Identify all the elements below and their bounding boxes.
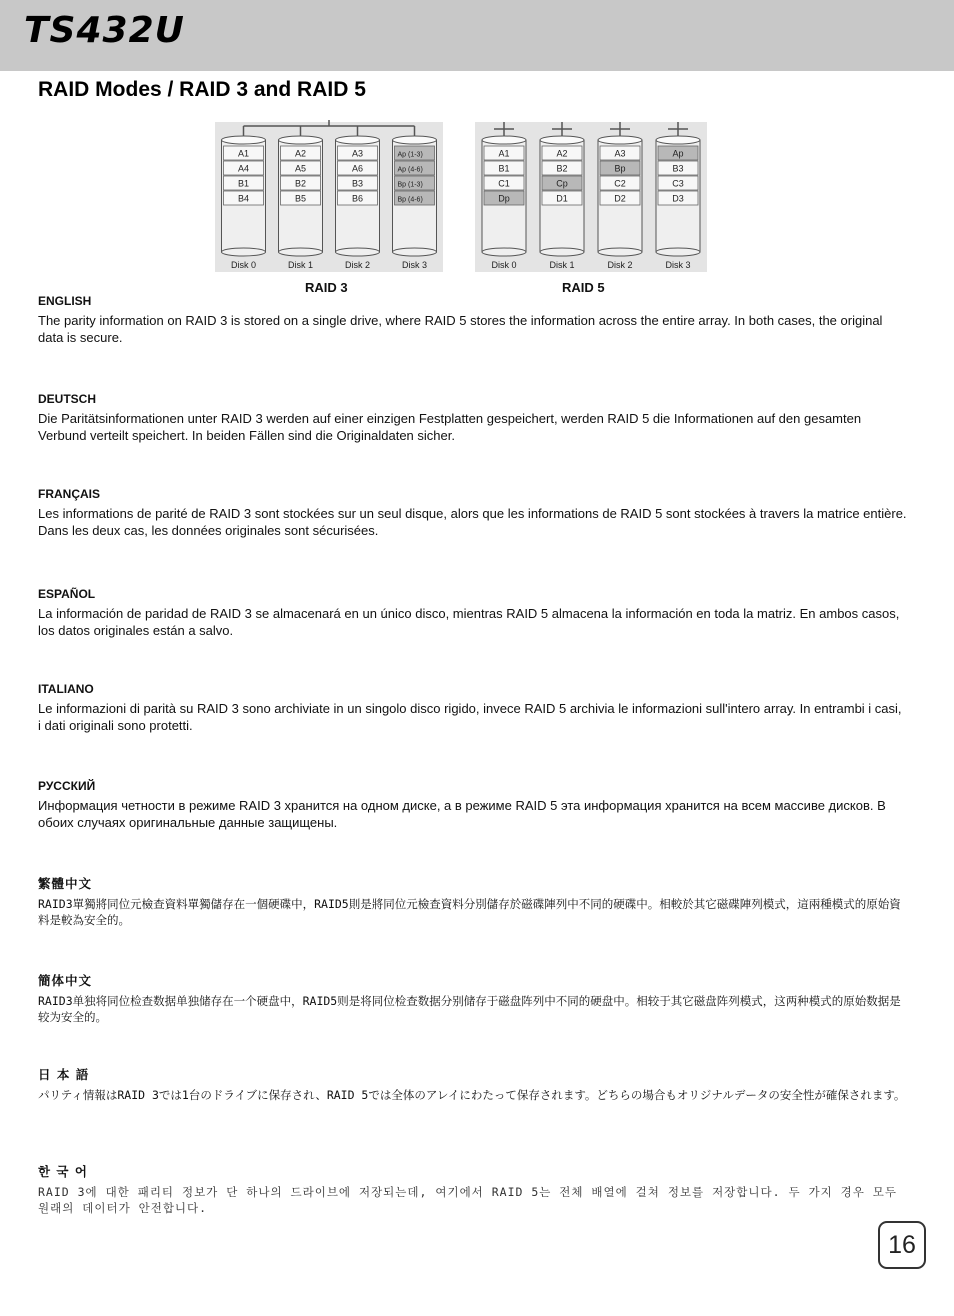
disk-label: Disk 0 — [491, 260, 517, 270]
block-label: B6 — [351, 193, 364, 204]
block-label: Ap (4-6) — [397, 166, 423, 174]
block-label: B1 — [498, 163, 510, 174]
disk-label: Disk 3 — [401, 260, 428, 270]
disk-label: Disk 0 — [230, 260, 257, 270]
section-korean — [38, 1162, 908, 1216]
section-heading: 繁體中文 — [38, 876, 93, 891]
section-traditional-chinese — [38, 874, 908, 928]
block-label: A3 — [614, 148, 626, 159]
block-label: A6 — [351, 163, 364, 174]
section-heading: ENGLISH — [38, 294, 92, 308]
block-label: D2 — [614, 193, 626, 204]
block-label: A5 — [294, 163, 307, 174]
disk-cylinder — [279, 136, 323, 270]
raid3-caption: RAID 3 — [305, 280, 348, 295]
disk-cylinder — [336, 136, 380, 270]
section-text: The parity information on RAID 3 is stored on a single drive, where RAID 5 stores the information across the entire array. In both cases, the original data is secure. — [38, 313, 883, 345]
section-francais — [38, 487, 908, 539]
section-japanese — [38, 1065, 908, 1103]
section-heading: 簡体中文 — [38, 973, 93, 988]
section-italiano — [38, 682, 908, 734]
section-heading: 한 국 어 — [38, 1164, 88, 1179]
section-text: Информация четности в режиме RAID 3 хранится на одном диске, а в режиме RAID 5 эта информация хранится на всем массиве дисков. В обоих случаях оригинальные данные защищены. — [38, 798, 886, 830]
disk-cylinder — [598, 136, 642, 270]
disk-cylinder — [540, 136, 584, 270]
block-label: A2 — [294, 148, 307, 159]
section-heading: 日 本 語 — [38, 1067, 90, 1082]
section-text: RAID3單獨將同位元檢查資料單獨儲存在一個硬碟中，RAID5則是將同位元檢查資料分別儲存於磁碟陣列中不同的硬碟中。相較於其它磁碟陣列模式，這兩種模式的原始資料是較為安全的。 — [38, 897, 901, 927]
block-label: A3 — [351, 148, 364, 159]
raid5-caption: RAID 5 — [562, 280, 605, 295]
disk-label: Disk 2 — [344, 260, 371, 270]
block-label: C1 — [498, 178, 510, 189]
raid5-diagram — [475, 118, 707, 276]
block-label: Bp — [614, 163, 626, 174]
disk-label: Disk 3 — [665, 260, 691, 270]
section-russian — [38, 779, 908, 831]
block-label: C3 — [672, 178, 684, 189]
block-label: B3 — [351, 178, 364, 189]
product-logo: TS432U — [24, 10, 185, 51]
disk-cylinder — [656, 136, 700, 270]
block-label: Bp (4-6) — [397, 196, 423, 204]
block-label: B5 — [294, 193, 307, 204]
block-label: Bp (1-3) — [397, 181, 423, 189]
section-heading: ITALIANO — [38, 682, 94, 696]
block-label: A4 — [237, 163, 250, 174]
section-text: La información de paridad de RAID 3 se almacenará en un único disco, mientras RAID 5 almacena la información en toda la matriz. En ambos casos, los datos originales están a salvo. — [38, 606, 900, 638]
section-simplified-chinese — [38, 971, 908, 1025]
block-label: Cp — [556, 178, 568, 189]
block-label: B3 — [672, 163, 684, 174]
block-label: A1 — [498, 148, 510, 159]
block-label: Ap (1-3) — [397, 151, 423, 159]
disk-cylinder — [482, 136, 526, 270]
block-label: B2 — [556, 163, 568, 174]
section-heading: РУССКИЙ — [38, 779, 96, 793]
block-label: Dp — [498, 193, 510, 204]
section-english — [38, 294, 908, 346]
section-espanol — [38, 587, 908, 639]
section-text: Le informazioni di parità su RAID 3 sono archiviate in un singolo disco rigido, invece RAID 5 archivia le informazioni sull'intero array. In entrambi i casi, i dati originali sono protetti. — [38, 701, 902, 733]
block-label: A1 — [237, 148, 250, 159]
section-text: Les informations de parité de RAID 3 sont stockées sur un seul disque, alors que les informations de RAID 5 sont stockées à travers la matrice entière. Dans les deux cas, les données originales sont sécurisées. — [38, 506, 907, 538]
section-text: パリティ情報はRAID 3では1台のドライブに保存され、RAID 5では全体のアレイにわたって保存されます。どちらの場合もオリジナルデータの安全性が確保されます。 — [38, 1088, 906, 1102]
block-label: B1 — [237, 178, 250, 189]
block-label: D3 — [672, 193, 684, 204]
section-heading: ESPAÑOL — [38, 587, 96, 601]
section-text: RAID 3에 대한 패리티 정보가 단 하나의 드라이브에 저장되는데, 여기에서 RAID 5는 전체 배열에 걸쳐 정보를 저장합니다. 두 가지 경우 모두 원래의 데이터가 안전합니다. — [38, 1185, 897, 1215]
block-label: Ap — [672, 148, 684, 159]
section-heading: FRANÇAIS — [38, 487, 100, 501]
page-number: 16 — [878, 1221, 926, 1269]
block-label: D1 — [556, 193, 568, 204]
disk-cylinder — [393, 136, 437, 270]
section-deutsch — [38, 392, 908, 444]
block-label: A2 — [556, 148, 568, 159]
section-text: RAID3单独将同位检查数据单独储存在一个硬盘中，RAID5则是将同位检查数据分别储存于磁盘阵列中不同的硬盘中。相较于其它磁盘阵列模式，这两种模式的原始数据是较为安全的。 — [38, 994, 901, 1024]
disk-cylinder — [222, 136, 266, 270]
block-label: B4 — [237, 193, 250, 204]
disk-label: Disk 1 — [549, 260, 575, 270]
section-text: Die Paritätsinformationen unter RAID 3 werden auf einer einzigen Festplatten gespeichert, werden RAID 5 die Informationen auf den gesamten Verbund verteilt speichert. In beiden Fällen sind die Originaldaten sicher. — [38, 411, 862, 443]
raid3-diagram — [215, 118, 443, 276]
block-label: C2 — [614, 178, 626, 189]
disk-label: Disk 1 — [287, 260, 314, 270]
page-title: RAID Modes / RAID 3 and RAID 5 — [38, 78, 366, 101]
disk-label: Disk 2 — [607, 260, 633, 270]
block-label: B2 — [294, 178, 307, 189]
section-heading: DEUTSCH — [38, 392, 97, 406]
header-bar — [0, 0, 954, 71]
